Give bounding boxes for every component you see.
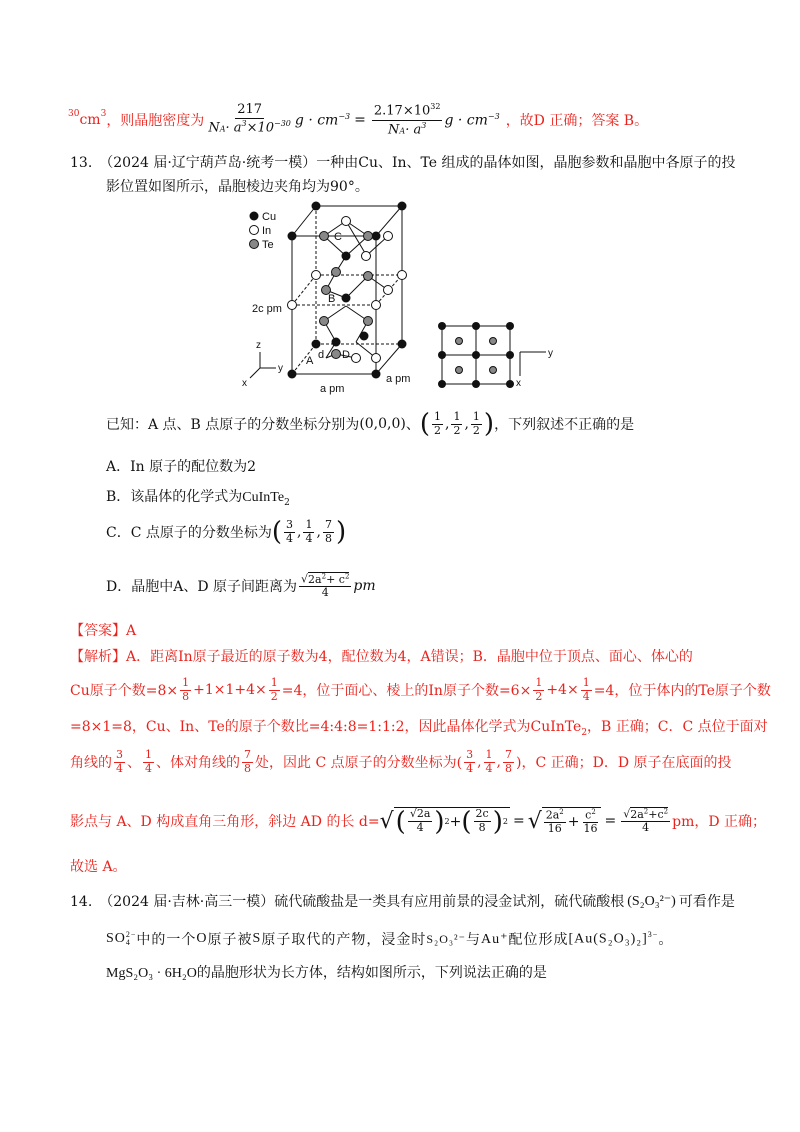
label-d: D	[342, 349, 350, 361]
q14-line2: SO 2− 4 中的一个 O 原子被 S 原子取代的产物，浸金时 S₂O₃²⁻ 与 Au⁺ 配位形成 $[Au(S_2O_3)_2]^{3-}$ 。	[106, 929, 674, 948]
answer: 【答案】A	[70, 623, 137, 639]
c-frac-2: $\frac{1}{4}$	[305, 517, 313, 545]
c-frac-3: $\frac{7}{8}$	[324, 517, 332, 545]
option-b-sub: 2	[284, 497, 290, 508]
option-b-text: B．该晶体的化学式为	[106, 489, 243, 505]
proj-axis-y: y	[548, 348, 553, 359]
q13-stem-line2: 影位置如图所示，晶胞棱边夹角均为90°。	[106, 179, 369, 195]
known-text: 已知：A 点、B 点原子的分数坐标分别为	[106, 417, 360, 433]
known-post: ，下列叙述不正确的是	[494, 417, 635, 433]
legend-in: In	[262, 225, 272, 237]
label-a: A	[306, 355, 314, 367]
density-text: ，则晶胞密度为	[106, 113, 205, 129]
option-b-formula: CuInTe	[242, 490, 285, 505]
q13-stem-line1: 13. （2024 届·辽宁葫芦岛·统考一模）一种由Cu、In、Te 组成的晶体如图，晶胞参数和晶胞中各原子的投	[70, 155, 736, 171]
axes-icon	[250, 352, 276, 378]
sup-3: 3	[100, 109, 107, 119]
legend-cu: Cu	[262, 211, 277, 223]
half-1: $\frac{1}{2}$	[434, 409, 442, 437]
option-b[interactable]	[106, 486, 290, 508]
c-frac-1: $\frac{3}{4}$	[286, 517, 294, 545]
axis-x: x	[242, 378, 247, 389]
label-width: a pm	[320, 383, 345, 395]
exp-line-1	[70, 646, 693, 666]
q13-known: 已知：A 点、B 点原子的分数坐标分别为 (0,0,0) 、 ( $\frac{1}{2}$ , $\frac{1}{2}$ , $\frac{1}{2}$ ) ，下列叙述不正确的是	[106, 409, 635, 439]
in-atoms	[288, 217, 407, 363]
exp-line-3: =8×1=8，Cu、In、Te的原子个数比=4:4:8=1:1:2，因此晶体化学式为CuInTe$_2$，B 正确；C．C 点位于面对	[70, 719, 768, 738]
frac2-den: $NA\cdot a^3$	[388, 120, 427, 137]
projection-view	[438, 322, 553, 389]
frac-den: $NA\cdot a^3\times 10^{-30}$	[208, 119, 291, 136]
unit-1: $g \cdot cm^{-3}$	[294, 111, 351, 129]
label-depth: a pm	[386, 373, 411, 385]
equals: =	[354, 112, 366, 128]
option-a[interactable]: A．In 原子的配位数为2	[106, 459, 257, 475]
known-sep: 、	[405, 417, 420, 433]
cm-unit: cm	[79, 112, 101, 128]
label-height: 2c pm	[252, 303, 282, 315]
legend-in-icon	[250, 226, 259, 235]
option-d-unit: pm	[353, 578, 376, 594]
crystal-structure-figure	[236, 196, 566, 396]
label-dist: d	[318, 349, 325, 361]
exp-text-1: A．距离In原子最近的原子数为4，配位数为4，A错误；B．晶胞中位于顶点、面心、体心的	[126, 649, 693, 665]
unit-2: $g \cdot cm^{-3}$	[444, 111, 500, 129]
label-b: B	[328, 293, 336, 305]
legend-cu-icon	[250, 212, 259, 221]
density-fraction-1	[206, 103, 293, 136]
density-fraction-2	[372, 102, 443, 138]
axis-z: z	[256, 340, 261, 351]
exp-line-5: 影点与 A、D 构成直角三角形，斜边 AD 的长 d= √ ( $\frac{√2a}{4}$ ) 2 + ( $\frac{2c}{8}$ ) 2 = √ $\frac{2a^2}{16}$ + $\frac{c^2}{16}$ = $\frac{√2a^2+c^2}{4}$ pm，D 正确；	[70, 806, 767, 837]
q14-line1: 14. （2024 届·吉林·高三一模）硫代硫酸盐是一类具有应用前景的浸金试剂，硫代硫酸根 (S₂O₃²⁻) 可看作是	[70, 893, 735, 910]
axis-y: y	[278, 363, 283, 374]
exp-label: 【解析】	[70, 649, 126, 665]
legend-te: Te	[262, 239, 274, 251]
half-3: $\frac{1}{2}$	[472, 409, 480, 437]
exp-line-6: 故选 A。	[70, 859, 127, 875]
proj-axis-x: x	[516, 378, 521, 389]
option-c[interactable]: C．C 点原子的分数坐标为 ( $\frac{3}{4}$ , $\frac{1}{4}$ , $\frac{7}{8}$ )	[106, 517, 347, 547]
option-c-text: C．C 点原子的分数坐标为	[106, 525, 272, 541]
q14-line3: MgS₂O₃ · 6H₂O的晶胞形状为长方体，结构如图所示，下列说法正确的是	[106, 965, 547, 981]
exp-30: 30	[68, 109, 80, 119]
coord-a: (0,0,0)	[359, 416, 406, 432]
frac-num: 217	[237, 102, 263, 118]
option-d-fraction: $\frac{√2a^2+ c^2}{4}$	[301, 572, 350, 600]
legend-te-icon	[250, 240, 259, 249]
prev-conclusion: ，故D 正确；答案 B。	[505, 113, 649, 129]
half-2: $\frac{1}{2}$	[453, 409, 461, 437]
prev-answer-line	[68, 100, 648, 140]
exp-line-4: 角线的 $\frac{3}{4}$ 、 $\frac{1}{4}$ 、体对角线的 $\frac{7}{8}$ 处，因此 C 点原子的分数坐标为( $\frac{3}{4}$ , $\frac{1}{4}$ , $\frac{7}{8}$ )，C 正确；D．D 原子在底面的投	[70, 747, 732, 775]
label-c: C	[334, 231, 342, 243]
exp-line-2: Cu原子个数=8× $\frac{1}{8}$ +1×1+4× $\frac{1}{2}$ =4，位于面心、棱上的In原子个数=6× $\frac{1}{2}$ +4× $\frac{1}{4}$ =4，位于体内的Te原子个数	[70, 675, 771, 703]
option-d[interactable]	[106, 566, 376, 606]
option-d-text: D．晶胞中A、D 原子间距离为	[106, 579, 298, 595]
frac2-num: $2.17\times 10^{32}$	[373, 102, 441, 119]
